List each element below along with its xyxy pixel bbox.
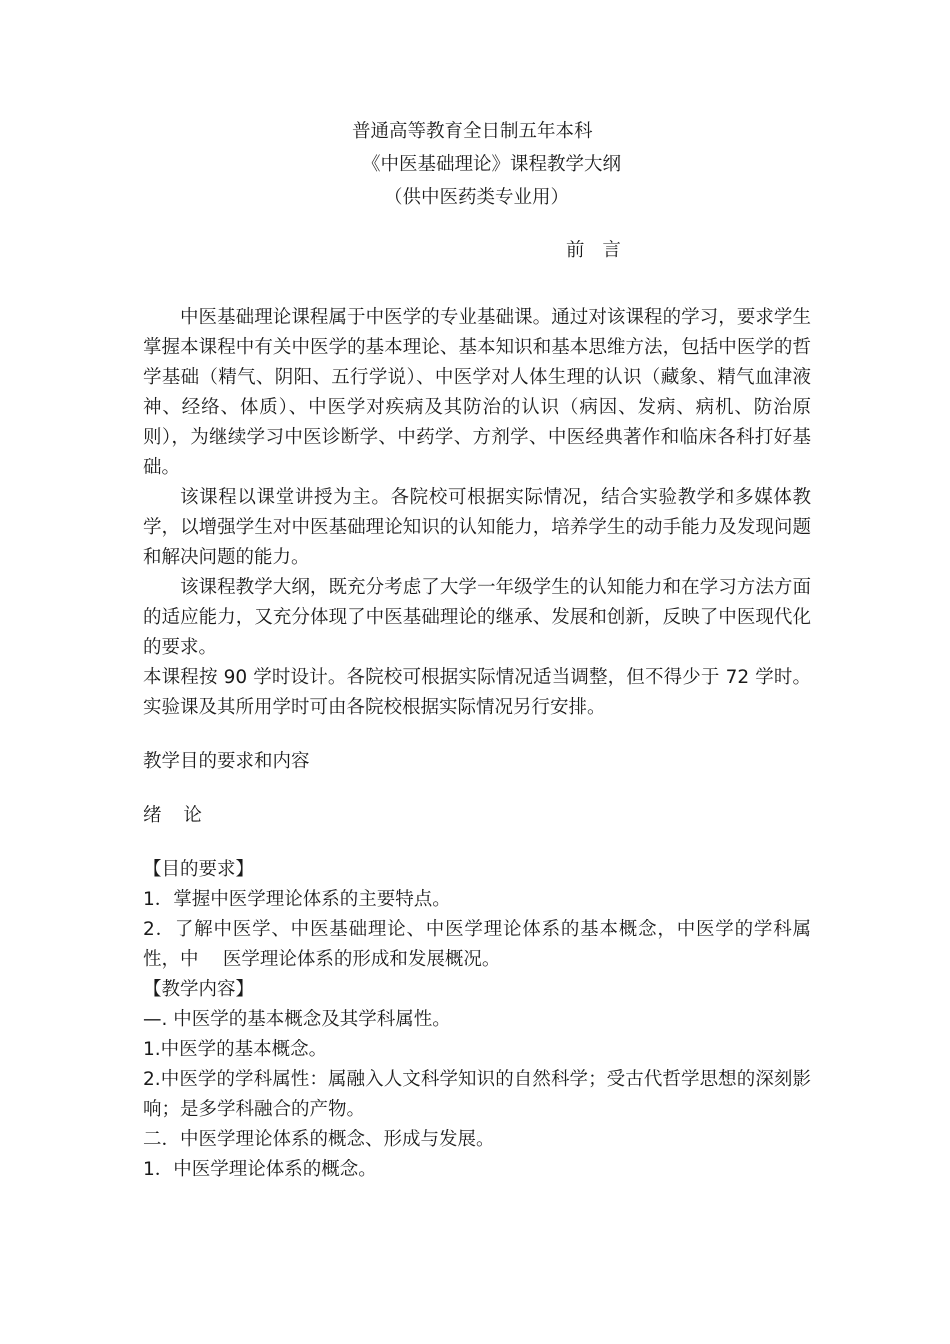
paragraph-2: 该课程以课堂讲授为主。各院校可根据实际情况，结合实验教学和多媒体教学，以增强学生对中医基础理论知识的认知能力，培养学生的动手能力及发现问题和解决问题的能力。 bbox=[143, 487, 811, 568]
preface-heading: 前 言 bbox=[566, 240, 627, 261]
chapter-heading: 绪 论 bbox=[143, 805, 210, 826]
title-line-3: （供中医药类专业用） bbox=[384, 187, 570, 208]
content-item-2-1: 1．中医学理论体系的概念。 bbox=[143, 1159, 377, 1180]
objectives-heading: 【目的要求】 bbox=[143, 859, 255, 880]
document-body bbox=[143, 303, 811, 1185]
content-item-1-1: 1.中医学的基本概念。 bbox=[143, 1039, 328, 1060]
section-heading: 教学目的要求和内容 bbox=[143, 751, 310, 772]
objective-2: 2．了解中医学、中医基础理论、中医学理论体系的基本概念，中医学的学科属性，中 医学理论体系的形成和发展概况。 bbox=[143, 919, 811, 970]
content-item-1: —. 中医学的基本概念及其学科属性。 bbox=[143, 1009, 451, 1030]
content-item-1-2: 2.中医学的学科属性：属融入人文科学知识的自然科学；受古代哲学思想的深刻影响；是多学科融合的产物。 bbox=[143, 1069, 811, 1120]
content-heading: 【教学内容】 bbox=[143, 979, 255, 1000]
content-item-2: 二．中医学理论体系的概念、形成与发展。 bbox=[143, 1129, 495, 1150]
paragraph-3: 该课程教学大纲，既充分考虑了大学一年级学生的认知能力和在学习方法方面的适应能力，又充分体现了中医基础理论的继承、发展和创新，反映了中医现代化的要求。 bbox=[143, 577, 811, 658]
paragraph-1: 中医基础理论课程属于中医学的专业基础课。通过对该课程的学习，要求学生掌握本课程中有关中医学的基本理论、基本知识和基本思维方法，包括中医学的哲学基础（精气、阴阳、五行学说）、中医学对人体生理的认识（藏象、精气血津液神、经络、体质）、中医学对疾病及其防治的认识（病因、发病、病机、防治原则），为继续学习中医诊断学、中药学、方剂学、中医经典著作和临床各科打好基础。 bbox=[143, 307, 811, 478]
title-line-1: 普通高等教育全日制五年本科 bbox=[352, 121, 593, 142]
paragraph-4: 本课程按 90 学时设计。各院校可根据实际情况适当调整，但不得少于 72 学时。实验课及其所用学时可由各院校根据实际情况另行安排。 bbox=[143, 667, 811, 718]
objective-1: 1．掌握中医学理论体系的主要特点。 bbox=[143, 889, 451, 910]
title-line-2: 《中医基础理论》课程教学大纲 bbox=[362, 154, 622, 175]
